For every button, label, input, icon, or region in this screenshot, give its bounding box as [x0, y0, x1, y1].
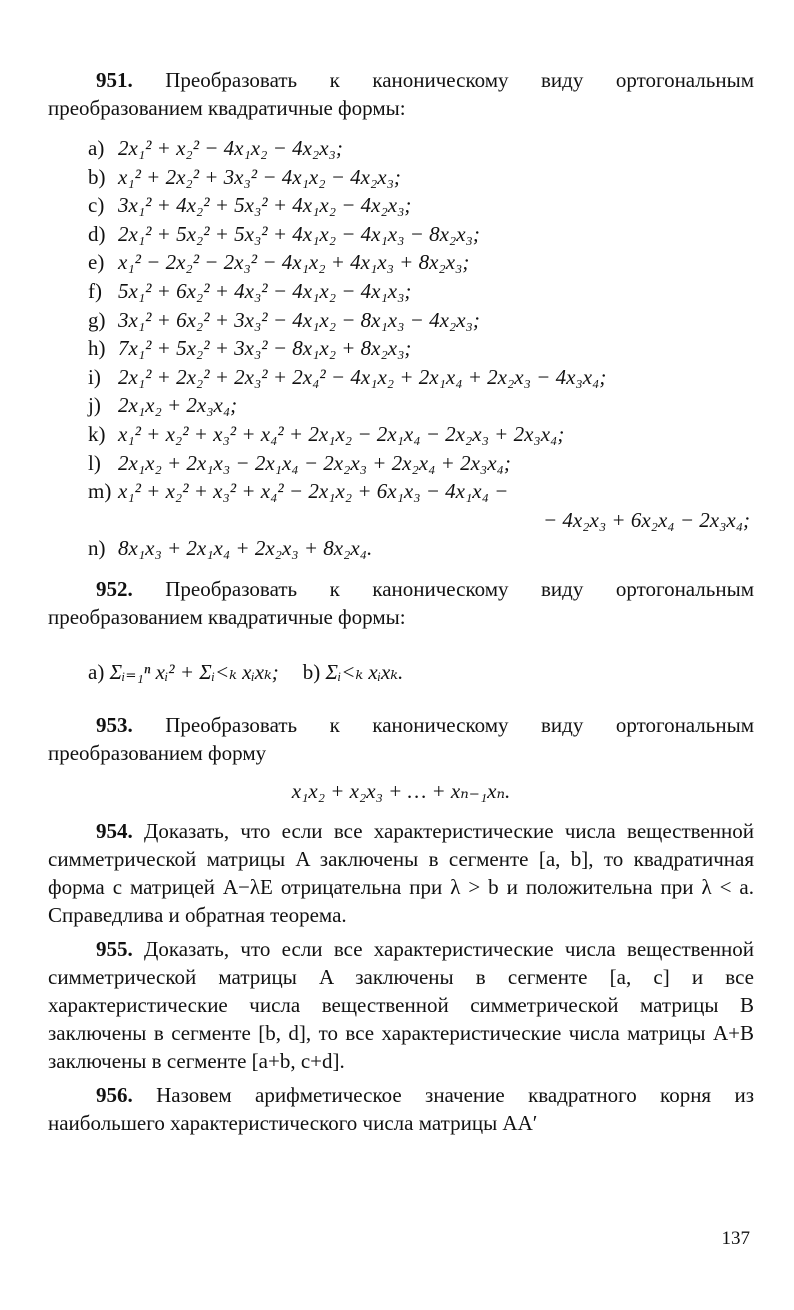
list-item: [88, 134, 754, 163]
problem-text: Назовем арифметическое значение квадратного корня из наибольшего характеристического числа матрицы AA′: [48, 1082, 754, 1135]
problem-number: 954.: [96, 818, 133, 843]
item-expression: x₁² + x₂² + x₃² + x₄² + 2x₁x₂ − 2x₁x₄ − 2x₂x₃ + 2x₃x₄;: [118, 421, 565, 446]
list-item: [88, 449, 754, 478]
problem-952-forms: [88, 649, 754, 695]
problem-text: Преобразовать к каноническому виду ортогональным преобразованием квадратичные формы:: [48, 68, 755, 120]
item-expression: x₁² + x₂² + x₃² + x₄² − 2x₁x₂ + 6x₁x₃ − 4x₁x₄ −: [118, 479, 509, 504]
problem-955: [48, 935, 754, 1075]
problem-956: [48, 1081, 754, 1137]
sum-form-a: [88, 649, 279, 695]
item-label: a): [88, 659, 105, 684]
problem-951: [48, 66, 754, 122]
list-item: [88, 248, 754, 277]
item-label: c): [88, 193, 105, 218]
item-label: i): [88, 364, 101, 389]
list-item: [88, 477, 754, 506]
item-expression: x₁² − 2x₂² − 2x₃² − 4x₁x₂ + 4x₁x₃ + 8x₂x₃;: [118, 250, 470, 275]
problem-952: [48, 575, 754, 631]
problem-text: Доказать, что если все характеристические числа вещественной симметрической матрицы A заключены в сегменте [a, b], то квадратичная форма с матрицей A−λE отрицательна при λ > b и положительна при λ < a. Справедлива и обратная теорема.: [48, 818, 754, 927]
item-expression: Σᵢ<ₖ xᵢxₖ.: [325, 659, 404, 684]
problem-number: 956.: [96, 1082, 133, 1107]
page-number: 137: [721, 1228, 750, 1249]
list-item: [88, 420, 754, 449]
list-item: [88, 391, 754, 420]
item-label: m): [88, 479, 112, 504]
problem-number: 952.: [96, 576, 133, 601]
problem-number: 951.: [96, 68, 133, 92]
item-label: k): [88, 421, 106, 446]
list-item: [88, 220, 754, 249]
list-item: [88, 534, 754, 563]
item-expression: 2x₁x₂ + 2x₃x₄;: [118, 393, 238, 418]
item-continuation: − 4x₂x₃ + 6x₂x₄ − 2x₃x₄;: [543, 507, 750, 532]
item-label: b): [302, 659, 321, 684]
problem-number: 953.: [96, 712, 133, 737]
item-label: a): [88, 136, 105, 160]
item-label: h): [88, 336, 106, 361]
item-expression: 2x₁² + 2x₂² + 2x₃² + 2x₄² − 4x₁x₂ + 2x₁x₄ + 2x₂x₃ − 4x₃x₄;: [118, 364, 607, 389]
problem-953-formula: x₁x₂ + x₂x₃ + … + xₙ₋₁xₙ.: [291, 778, 511, 803]
item-label: g): [88, 307, 106, 332]
item-label: j): [88, 393, 101, 418]
list-item: [88, 363, 754, 392]
item-label: d): [88, 221, 106, 246]
list-item: [88, 306, 754, 335]
item-label: l): [88, 450, 101, 475]
problem-954: [48, 817, 754, 929]
item-expression: 5x₁² + 6x₂² + 4x₃² − 4x₁x₂ − 4x₁x₃;: [118, 278, 412, 303]
problem-number: 955.: [96, 936, 133, 961]
item-expression: 8x₁x₃ + 2x₁x₄ + 2x₂x₃ + 8x₂x₄.: [118, 536, 373, 561]
item-expression: 2x₁² + x₂² − 4x₁x₂ − 4x₂x₃;: [118, 136, 343, 160]
item-expression: 3x₁² + 6x₂² + 3x₃² − 4x₁x₂ − 8x₁x₃ − 4x₂x₃;: [118, 307, 480, 332]
item-label: e): [88, 250, 105, 275]
item-expression: Σᵢ₌₁ⁿ xᵢ² + Σᵢ<ₖ xᵢxₖ;: [109, 659, 279, 684]
problem-953: [48, 711, 754, 767]
list-item: [88, 191, 754, 220]
item-expression: 3x₁² + 4x₂² + 5x₃² + 4x₁x₂ − 4x₂x₃;: [118, 193, 412, 218]
problem-text: Преобразовать к каноническому виду ортогональным преобразованием квадратичные формы:: [48, 576, 755, 629]
item-expression: 7x₁² + 5x₂² + 3x₃² − 8x₁x₂ + 8x₂x₃;: [118, 336, 412, 361]
sum-form-b: [303, 649, 404, 695]
item-label: n): [88, 536, 106, 561]
item-expression: x₁² + 2x₂² + 3x₃² − 4x₁x₂ − 4x₂x₃;: [118, 164, 401, 189]
list-item: [88, 277, 754, 306]
problem-text: Преобразовать к каноническому виду ортогональным преобразованием форму: [48, 712, 755, 765]
list-item: [88, 163, 754, 192]
item-expression: 2x₁² + 5x₂² + 5x₃² + 4x₁x₂ − 4x₁x₃ − 8x₂x₃;: [118, 221, 480, 246]
problem-951-items: [88, 134, 754, 563]
item-label: f): [88, 278, 102, 303]
problem-text: Доказать, что если все характеристические числа вещественной симметрической матрицы A заключены в сегменте [a, c] и все характеристические числа вещественной симметрической матрицы B заключены в сегменте [b, d], то все характеристические числа матрицы A+B заключены в сегменте [a+b, c+d].: [48, 936, 754, 1073]
page-content: [48, 66, 754, 1137]
list-item: [88, 334, 754, 363]
item-label: b): [88, 164, 106, 189]
item-expression: 2x₁x₂ + 2x₁x₃ − 2x₁x₄ − 2x₂x₃ + 2x₂x₄ + 2x₃x₄;: [118, 450, 511, 475]
